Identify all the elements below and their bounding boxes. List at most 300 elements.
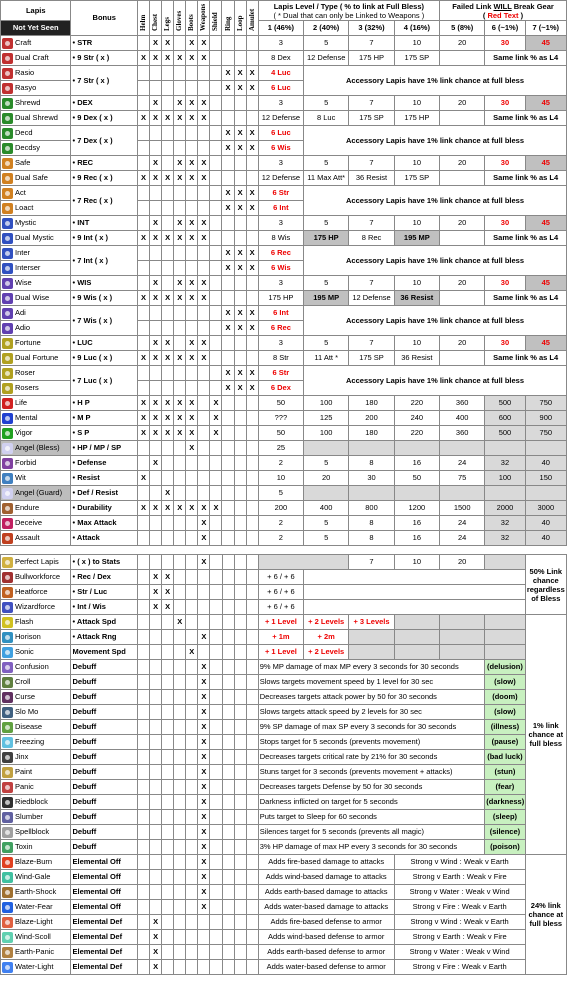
slot-mark [137,855,149,870]
element-relation: Strong v Wind : Weak v Earth [394,855,525,870]
element-desc: Adds earth-based defense to armor [258,945,394,960]
debuff-row [1,660,567,675]
lapis-name-cell [1,276,71,291]
level-value [304,486,349,501]
slot-mark [162,765,174,780]
slot-mark [174,780,186,795]
slot-ring: Ring [223,16,232,32]
lapis-name-text: Paint [15,767,33,777]
stat-row [1,441,567,456]
slot-mark [137,795,149,810]
slot-mark [137,615,149,630]
level-value: 2000 [485,501,525,516]
dual-value: 12 Defense [349,291,394,306]
level-value: 3000 [525,501,566,516]
slot-mark [210,66,222,81]
level-value: 5 [304,456,349,471]
lapis-name [2,737,69,748]
slot-mark [174,201,186,216]
bonus-cell: Elemental Off [71,885,137,900]
slot-mark [137,456,149,471]
lapis-name-cell [1,96,71,111]
lapis-name [2,752,69,763]
level-value: 32 [485,531,525,546]
riedblock-icon [2,797,13,808]
slot-mark [246,885,258,900]
slot-mark [234,396,246,411]
section-gap [0,546,567,554]
debuff-desc: Decreases targets critical rate by 21% for 30 seconds [258,750,485,765]
lapis-name-text: Water-Light [15,962,54,972]
slot-mark [222,915,234,930]
slot-mark: X [137,471,149,486]
level-value: 32 [485,516,525,531]
heatforce-icon [2,587,13,598]
slot-mark [186,780,198,795]
debuff-tag: (poison) [485,840,525,855]
lapis-name-cell [1,36,71,51]
lapis-name [2,293,69,304]
lapis-name [2,767,69,778]
level-value: 1500 [440,501,485,516]
slot-helm: Helm [138,14,147,32]
slot-mark: X [198,111,210,126]
slot-mark [246,915,258,930]
slot-mark: X [162,585,174,600]
paint-icon [2,767,13,778]
slot-mark [210,516,222,531]
slot-mark: X [186,276,198,291]
slot-mark [174,870,186,885]
slot-mark [222,690,234,705]
slot-mark [198,645,210,660]
level-5: 5 (8%) [440,21,485,36]
slot-mark: X [222,81,234,96]
slot-mark [186,381,198,396]
slot-mark [246,351,258,366]
slot-mark: X [222,261,234,276]
slot-mark [174,471,186,486]
slot-mark [137,186,149,201]
slot-mark: X [198,96,210,111]
level-value: 45 [525,276,566,291]
lapis-name [2,158,69,169]
slot-mark: X [222,126,234,141]
slot-mark [222,486,234,501]
slot-mark [150,306,162,321]
lapis-name-text: Riedblock [15,797,48,807]
accessory-value: 6 Int [258,201,303,216]
slot-mark [174,516,186,531]
slot-mark [222,795,234,810]
lapis-name-cell [1,291,71,306]
level-value: 50 [258,396,303,411]
lapis-name-text: Slo Mo [15,707,39,717]
accessory-note: Accessory Lapis have 1% link chance at full bless [304,126,567,156]
slot-mark [246,735,258,750]
slot-mark [210,471,222,486]
bonus-cell: • 7 Rec ( x ) [71,186,137,216]
water-light-icon [2,962,13,973]
slot-mark [198,945,210,960]
slot-mark [150,780,162,795]
debuff-tag: (sleep) [485,810,525,825]
bonus-cell: Elemental Def [71,930,137,945]
horison-icon [2,632,13,643]
lapis-name [2,353,69,364]
lapis-name [2,647,69,658]
debuff-tag: (bad luck) [485,750,525,765]
lapis-row [1,186,567,201]
slot-mark [246,531,258,546]
slot-mark [210,291,222,306]
debuff-tag: (slow) [485,675,525,690]
slot-mark [210,276,222,291]
lapis-name-cell [1,171,71,186]
slot-mark [186,600,198,615]
slot-mark [222,840,234,855]
slot-mark [174,630,186,645]
slot-mark [137,366,149,381]
lapis-name-cell [1,765,71,780]
lapis-name-text: Loact [15,203,34,213]
lapis-name [2,383,69,394]
level-6: 6 (~1%) [485,21,525,36]
slot-mark [137,531,149,546]
lapis-name [2,443,69,454]
lapis-name [2,857,69,868]
speed-value [439,630,484,645]
slot-mark [162,855,174,870]
slot-mark [210,51,222,66]
bonus-cell: • 9 Str ( x ) [71,51,137,66]
level-value: 20 [440,216,485,231]
slot-mark [137,141,149,156]
wind-gale-icon [2,872,13,883]
lapis-row [1,51,567,66]
slot-mark: X [150,600,162,615]
bonus-cell: Elemental Off [71,870,137,885]
element-relation: Strong v Water : Weak v Wind [394,945,525,960]
slot-mark [210,735,222,750]
slot-mark: X [234,366,246,381]
slot-mark: X [174,96,186,111]
lapis-name [2,68,69,79]
slot-mark [137,675,149,690]
slot-mark [222,570,234,585]
bonus-cell: • Max Attack [71,516,137,531]
level-value: 400 [304,501,349,516]
slot-mark [150,870,162,885]
debuff-desc: Stuns target for 3 seconds (prevents movement + attacks) [258,765,485,780]
slot-mark: X [150,915,162,930]
slot-mark [246,690,258,705]
lapis-name-cell [1,66,71,81]
slot-mark [174,141,186,156]
adi-icon [2,308,13,319]
lapis-name [2,602,69,613]
slot-mark [222,36,234,51]
slot-mark [234,915,246,930]
lapis-name [2,677,69,688]
lapis-name-cell [1,630,71,645]
level-value: 180 [349,396,394,411]
slot-mark [150,645,162,660]
stat-row [1,531,567,546]
slot-mark [222,336,234,351]
slot-mark [234,171,246,186]
level-value: 100 [304,396,349,411]
level-value: 2 [258,531,303,546]
level-value: 20 [440,156,485,171]
lapis-name-cell [1,945,71,960]
slot-mark [150,885,162,900]
disease-icon [2,722,13,733]
level-value: ??? [258,411,303,426]
slot-mark [162,366,174,381]
slot-mark [198,261,210,276]
slot-mark: X [186,51,198,66]
slot-boots: Boots [187,14,196,32]
slot-mark [222,810,234,825]
lapis-row [1,276,567,291]
accessory-note: Accessory Lapis have 1% link chance at full bless [304,246,567,276]
slot-mark [162,186,174,201]
lapis-header: Lapis [1,1,71,21]
slot-mark [246,645,258,660]
debuff-desc: Silences target for 5 seconds (prevents all magic) [258,825,485,840]
slot-mark [222,855,234,870]
lapis-name [2,368,69,379]
slot-mark [222,426,234,441]
slot-mark [162,960,174,975]
slot-mark [186,900,198,915]
slot-mark [162,555,174,570]
slot-mark [246,570,258,585]
lapis-row [1,291,567,306]
lapis-name-cell [1,516,71,531]
slot-mark [162,141,174,156]
slot-mark: X [162,411,174,426]
lapis-name-cell [1,156,71,171]
slot-mark: X [162,51,174,66]
lapis-name-text: Disease [15,722,43,732]
life-icon [2,398,13,409]
level-2: 2 (40%) [304,21,349,36]
debuff-desc: 3% HP damage of max HP every 3 seconds for 30 seconds [258,840,485,855]
slot-mark [186,840,198,855]
slot-mark [150,795,162,810]
slot-mark: X [174,351,186,366]
accessory-note: Accessory Lapis have 1% link chance at full bless [304,366,567,396]
level-value: 25 [258,441,303,456]
slot-mark [234,231,246,246]
slot-mark [222,111,234,126]
slot-mark: X [150,96,162,111]
level-value: 40 [525,456,566,471]
lapis-name [2,947,69,958]
bonus-cell: • 9 Rec ( x ) [71,171,137,186]
slot-mark: X [222,246,234,261]
dual-value: 36 Resist [394,291,439,306]
slot-mark [162,780,174,795]
lapis-name-cell [1,855,71,870]
same-link-note: Same link % as L4 [485,111,567,126]
level-value: 7 [349,276,394,291]
slot-mark [137,765,149,780]
slot-mark [137,945,149,960]
slot-mark [234,516,246,531]
bonus-cell: • 9 Luc ( x ) [71,351,137,366]
confusion-icon [2,662,13,673]
slot-mark: X [174,615,186,630]
slot-mark [150,630,162,645]
slot-mark [246,750,258,765]
slumber-icon [2,812,13,823]
slot-mark [162,96,174,111]
slot-mark [186,201,198,216]
lapis-row [1,171,567,186]
lapis-name-cell [1,720,71,735]
slot-mark [246,441,258,456]
dual-value: 175 HP [258,291,303,306]
slot-mark [174,645,186,660]
lapis-name-text: Rasyo [15,83,37,93]
lapis-name-cell [1,570,71,585]
slot-mark [162,690,174,705]
lapis-name [2,278,69,289]
slot-mark [198,126,210,141]
slot-mark [234,111,246,126]
slot-mark [234,945,246,960]
slot-mark [210,441,222,456]
slot-mark: X [198,810,210,825]
slot-mark [162,885,174,900]
slot-mark: X [174,501,186,516]
slot-mark [137,780,149,795]
slot-weapons: Weapons [199,4,208,32]
debuff-row [1,690,567,705]
slot-mark [210,486,222,501]
slot-mark [210,531,222,546]
slot-mark [234,645,246,660]
level-5-empty [440,51,485,66]
slot-mark: X [198,900,210,915]
level-value: 5 [304,156,349,171]
slot-mark: X [150,291,162,306]
bonus-cell: • Def / Resist [71,486,137,501]
slot-mark [198,186,210,201]
slot-mark [246,171,258,186]
slot-mark: X [150,411,162,426]
lapis-name-text: Rasio [15,68,35,78]
slot-mark [137,306,149,321]
lapis-name [2,38,69,49]
slot-mark [246,516,258,531]
slot-mark [186,81,198,96]
slot-mark: X [174,156,186,171]
lapis-name [2,533,69,544]
slot-mark: X [137,501,149,516]
level-value: 150 [525,471,566,486]
slot-mark [150,531,162,546]
slot-mark [186,885,198,900]
bonus-cell: • DEX [71,96,137,111]
slot-mark: X [150,336,162,351]
slot-mark [174,585,186,600]
lapis-name-text: Wit [15,473,26,483]
curse-icon [2,692,13,703]
slot-mark [222,735,234,750]
slot-mark: X [222,141,234,156]
lapis-name-text: Freezing [15,737,45,747]
slot-mark [210,246,222,261]
lapis-name-cell [1,825,71,840]
slot-mark [137,810,149,825]
lapis-name [2,518,69,529]
dual-value: 11 Att * [304,351,349,366]
slot-mark [162,126,174,141]
slot-mark [186,456,198,471]
same-link-note: Same link % as L4 [485,351,567,366]
bonus-cell: • REC [71,156,137,171]
slot-mark [210,81,222,96]
slot-mark: X [186,36,198,51]
adio-icon [2,323,13,334]
level-value: 24 [440,531,485,546]
slot-mark: X [222,321,234,336]
lapis-name-text: Adi [15,308,26,318]
slot-mark [186,960,198,975]
accessory-value: 6 Wis [258,141,303,156]
speed-value: + 2 Levels [304,645,349,660]
accessory-value: 6 Luc [258,81,303,96]
slot-mark [210,171,222,186]
slot-mark: X [246,141,258,156]
slot-mark [210,261,222,276]
slot-mark [137,126,149,141]
speed-value [394,645,439,660]
lapis-name [2,113,69,124]
slot-mark [234,930,246,945]
bonus-cell: • LUC [71,336,137,351]
slot-mark [162,810,174,825]
angel-bless-icon [2,443,13,454]
slot-mark [150,186,162,201]
slot-mark [162,915,174,930]
slot-mark [234,870,246,885]
slot-mark [186,705,198,720]
lapis-name-cell [1,555,71,570]
debuff-row [1,750,567,765]
speed-value [439,615,484,630]
accessory-note: Accessory Lapis have 1% link chance at full bless [304,66,567,96]
speed-row [1,645,567,660]
lapis-name-text: Wizardforce [15,602,56,612]
stat-row [1,456,567,471]
slot-mark [234,780,246,795]
slot-mark [162,870,174,885]
slot-amulet: Amulet [247,9,256,32]
bonus-cell: • Int / Wis [71,600,137,615]
slot-mark [198,585,210,600]
slot-mark [222,675,234,690]
accessory-value: 6 Str [258,366,303,381]
accessory-value: 6 Luc [258,126,303,141]
lapis-name-text: Slumber [15,812,43,822]
slot-mark [234,585,246,600]
level-value: 220 [394,396,439,411]
